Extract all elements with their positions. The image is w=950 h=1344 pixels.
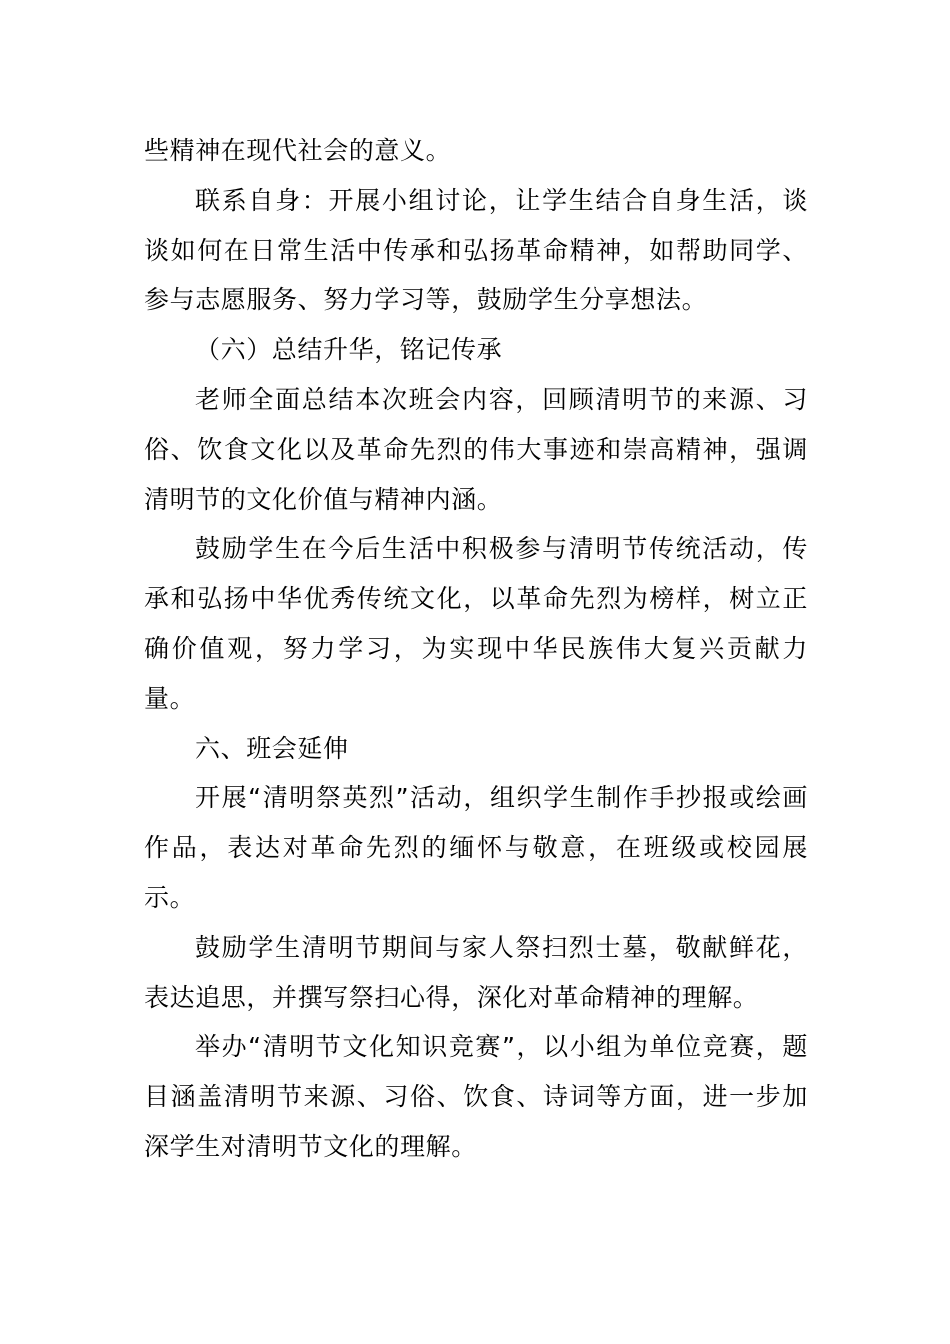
paragraph-activity: 开展“清明祭英烈”活动，组织学生制作手抄报或绘画作品，表达对革命先烈的缅怀与敬意，在班级或校园展示。 xyxy=(144,783,808,912)
paragraph-tomb-sweeping: 鼓励学生清明节期间与家人祭扫烈士墓，敬献鲜花，表达追思，并撰写祭扫心得，深化对革命精神的理解。 xyxy=(144,932,808,1012)
paragraph-encourage-students: 鼓励学生在今后生活中积极参与清明节传统活动，传承和弘扬中华优秀传统文化，以革命先烈为榜样，树立正确价值观，努力学习，为实现中华民族伟大复兴贡献力量。 xyxy=(144,534,808,713)
paragraph-teacher-summary: 老师全面总结本次班会内容，回顾清明节的来源、习俗、饮食文化以及革命先烈的伟大事迹和崇高精神，强调清明节的文化价值与精神内涵。 xyxy=(144,384,808,514)
document-body xyxy=(144,126,808,1172)
paragraph-quiz: 举办“清明节文化知识竞赛”，以小组为单位竞赛，题目涵盖清明节来源、习俗、饮食、诗词等方面，进一步加深学生对清明节文化的理解。 xyxy=(144,1032,808,1161)
paragraph-continuation: 些精神在现代社会的意义。 xyxy=(144,136,452,165)
section-heading-extension: 六、班会延伸 xyxy=(195,733,349,763)
paragraph-self-connection: 联系自身：开展小组讨论，让学生结合自身生活，谈谈如何在日常生活中传承和弘扬革命精神，如帮助同学、参与志愿服务、努力学习等，鼓励学生分享想法。 xyxy=(144,185,808,315)
section-heading-summary: （六）总结升华，铭记传承 xyxy=(195,335,503,365)
